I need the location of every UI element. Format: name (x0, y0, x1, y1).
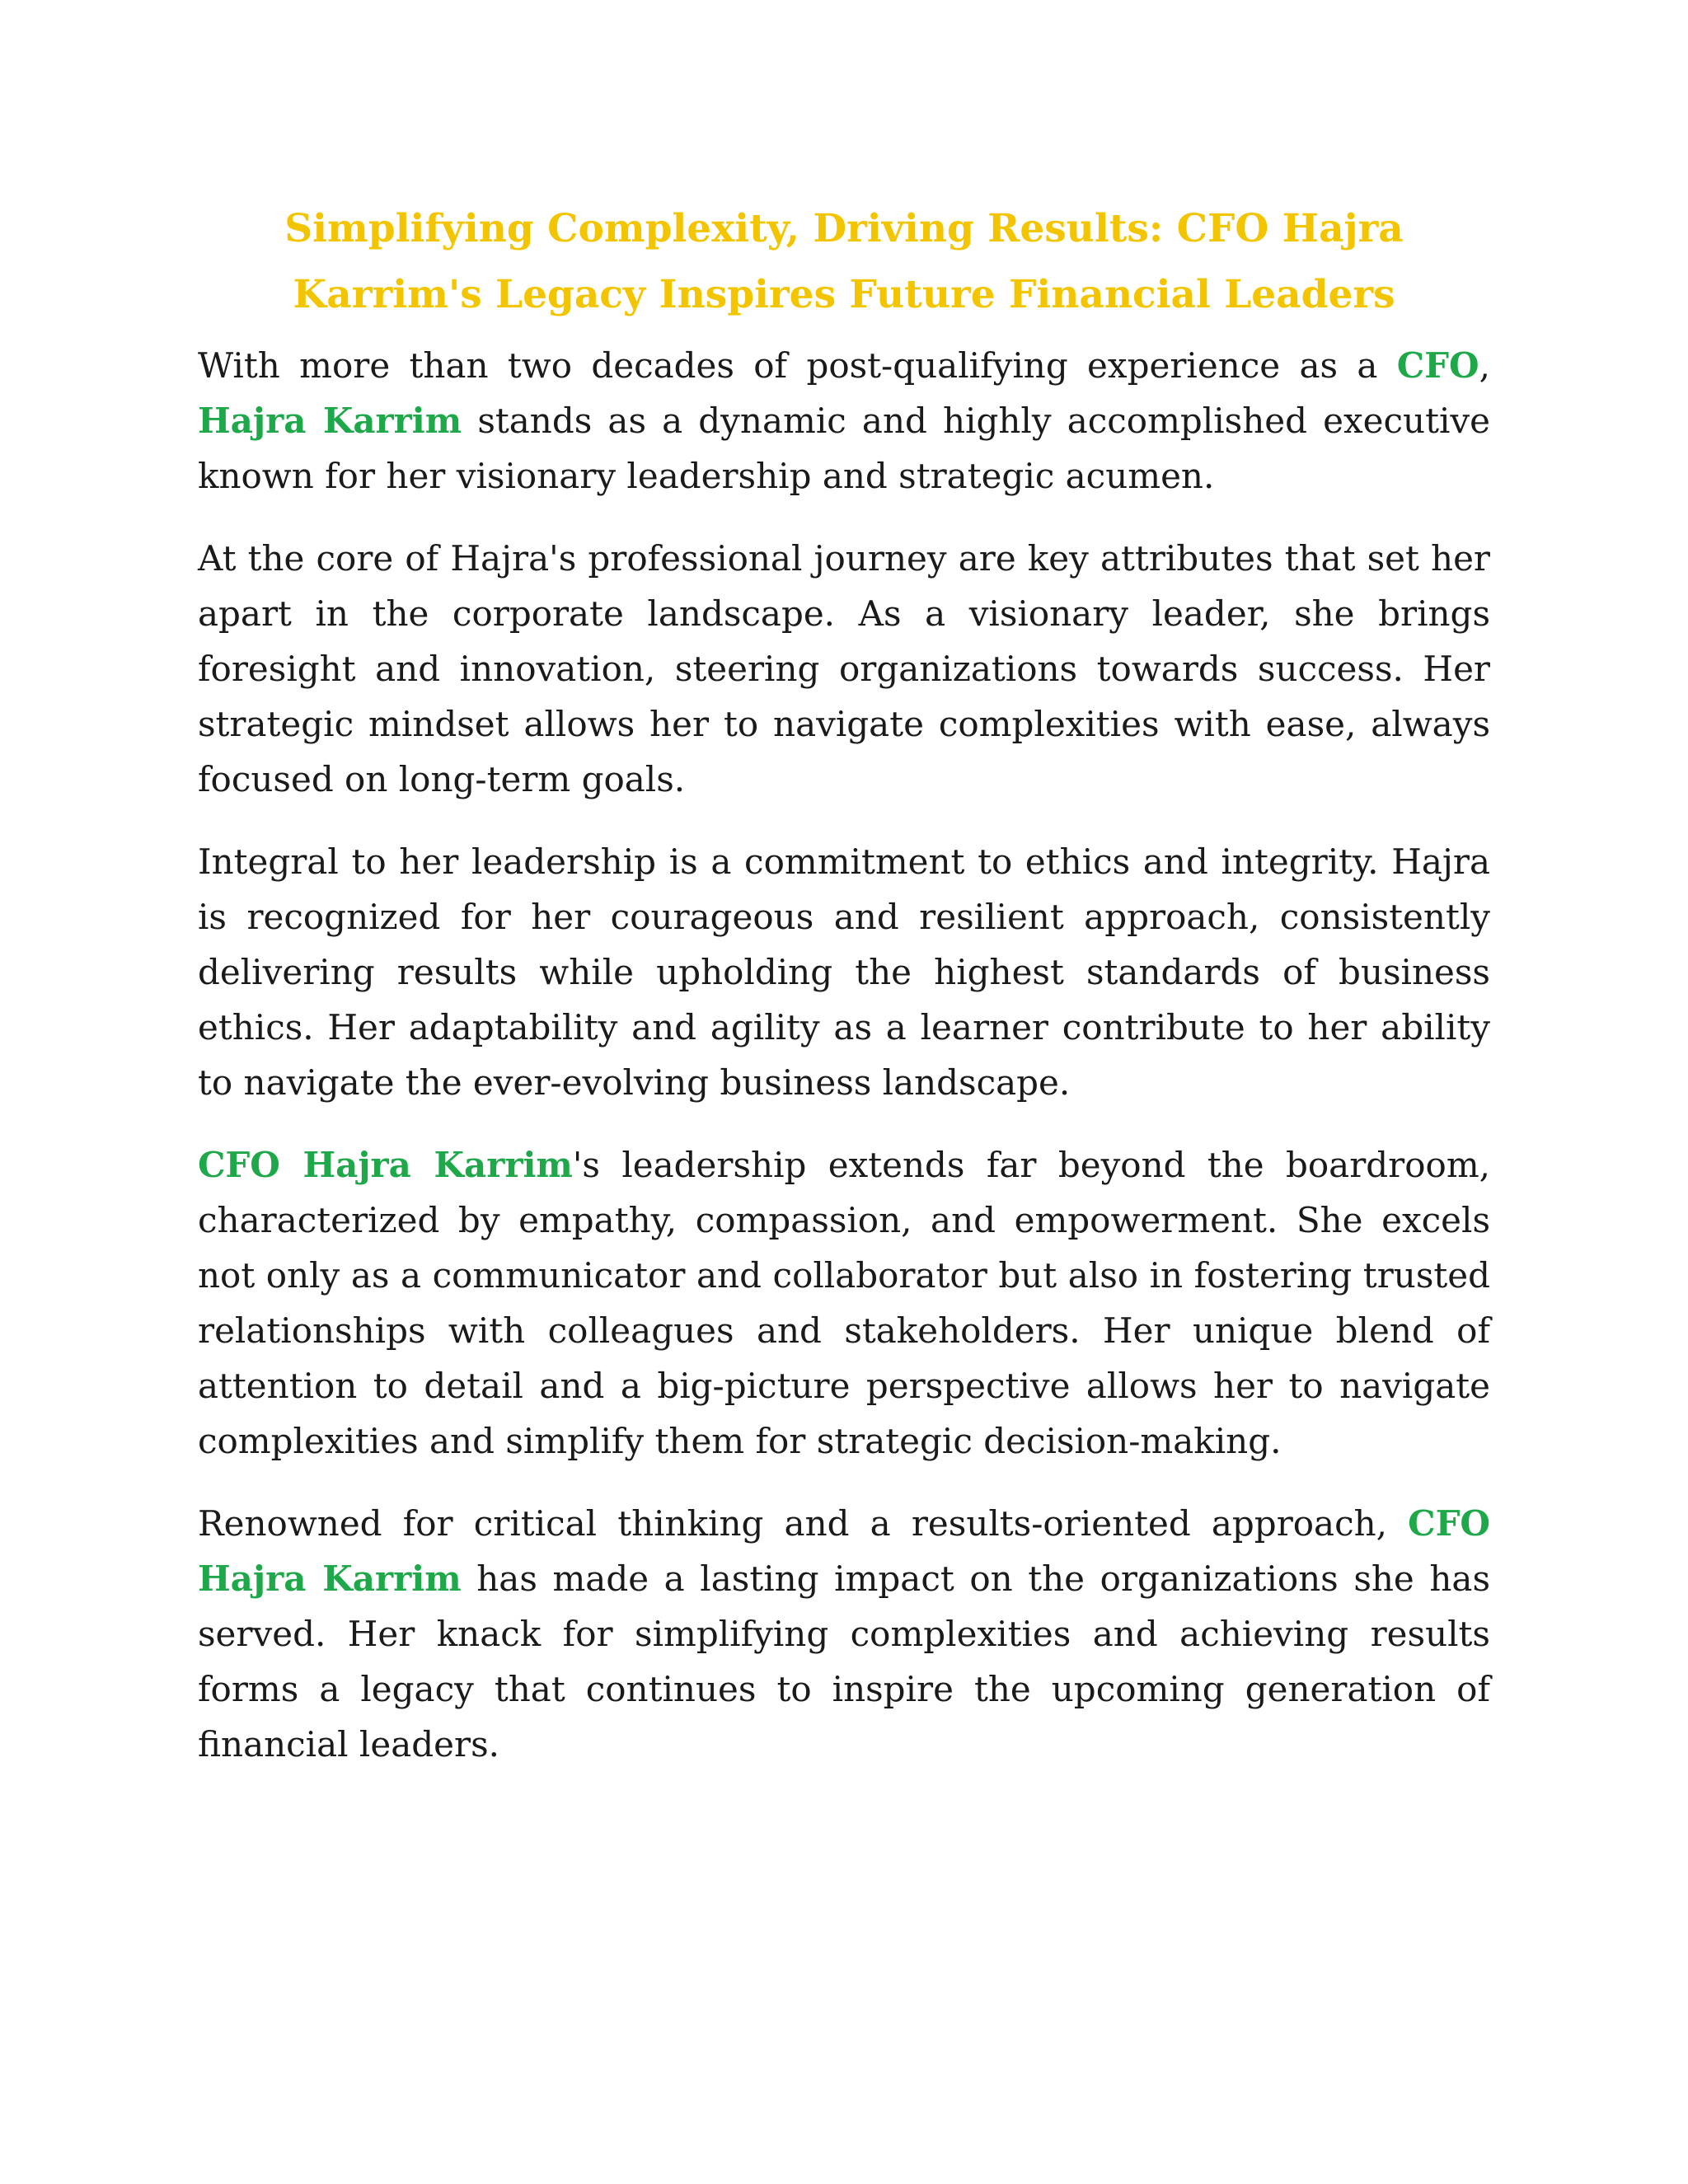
paragraph-text: , (1479, 345, 1490, 386)
paragraph-intro (198, 338, 1490, 504)
paragraph-text: 's leadership extends far beyond the boardroom, characterized by empathy, compassion, and empowerment. She excels not only as a communicator and collaborator but also in fostering trusted relationships with colleagues and stakeholders. Her unique blend of attention to detail and a big-picture perspective allows her to navigate complexities and simplify them for strategic decision-making. (198, 1145, 1490, 1461)
paragraph-text: has made a lasting impact on the organizations she has served. Her knack for simplifying complexities and achieving results forms a legacy that continues to inspire the upcoming generation of financial leaders. (198, 1558, 1491, 1765)
title-line-1: Simplifying Complexity, Driving Results: CFO Hajra (284, 206, 1404, 251)
article-body (198, 338, 1490, 1799)
paragraph-ethics: Integral to her leadership is a commitment to ethics and integrity. Hajra is recognized for her courageous and resilient approach, consistently delivering results while upholding the highest standards of business ethics. Her adaptability and agility as a learner contribute to her ability to navigate the ever-evolving business landscape. (198, 841, 1490, 1103)
paragraph-legacy (198, 1496, 1490, 1772)
paragraph-leadership (198, 1137, 1490, 1469)
highlight-cfo: CFO (1396, 345, 1479, 386)
paragraph-core-attributes: At the core of Hajra's professional journey are key attributes that set her apart in the corporate landscape. As a visionary leader, she brings foresight and innovation, steering organizations towards success. Her strategic mindset allows her to navigate complexities with ease, always focused on long-term goals. (198, 538, 1490, 799)
title-line-2: Karrim's Legacy Inspires Future Financial Leaders (293, 272, 1395, 317)
document-title (198, 196, 1490, 328)
paragraph-text: With more than two decades of post-qualifying experience as a (198, 345, 1397, 386)
highlight-cfo-name: CFO Hajra Karrim (198, 1503, 1490, 1599)
highlight-name: Hajra Karrim (198, 401, 462, 441)
paragraph-text: Renowned for critical thinking and a results-oriented approach, (198, 1503, 1409, 1544)
paragraph-text: stands as a dynamic and highly accomplished executive known for her visionary leadership and strategic acumen. (198, 401, 1490, 496)
highlight-cfo-name: CFO Hajra Karrim (198, 1145, 573, 1185)
